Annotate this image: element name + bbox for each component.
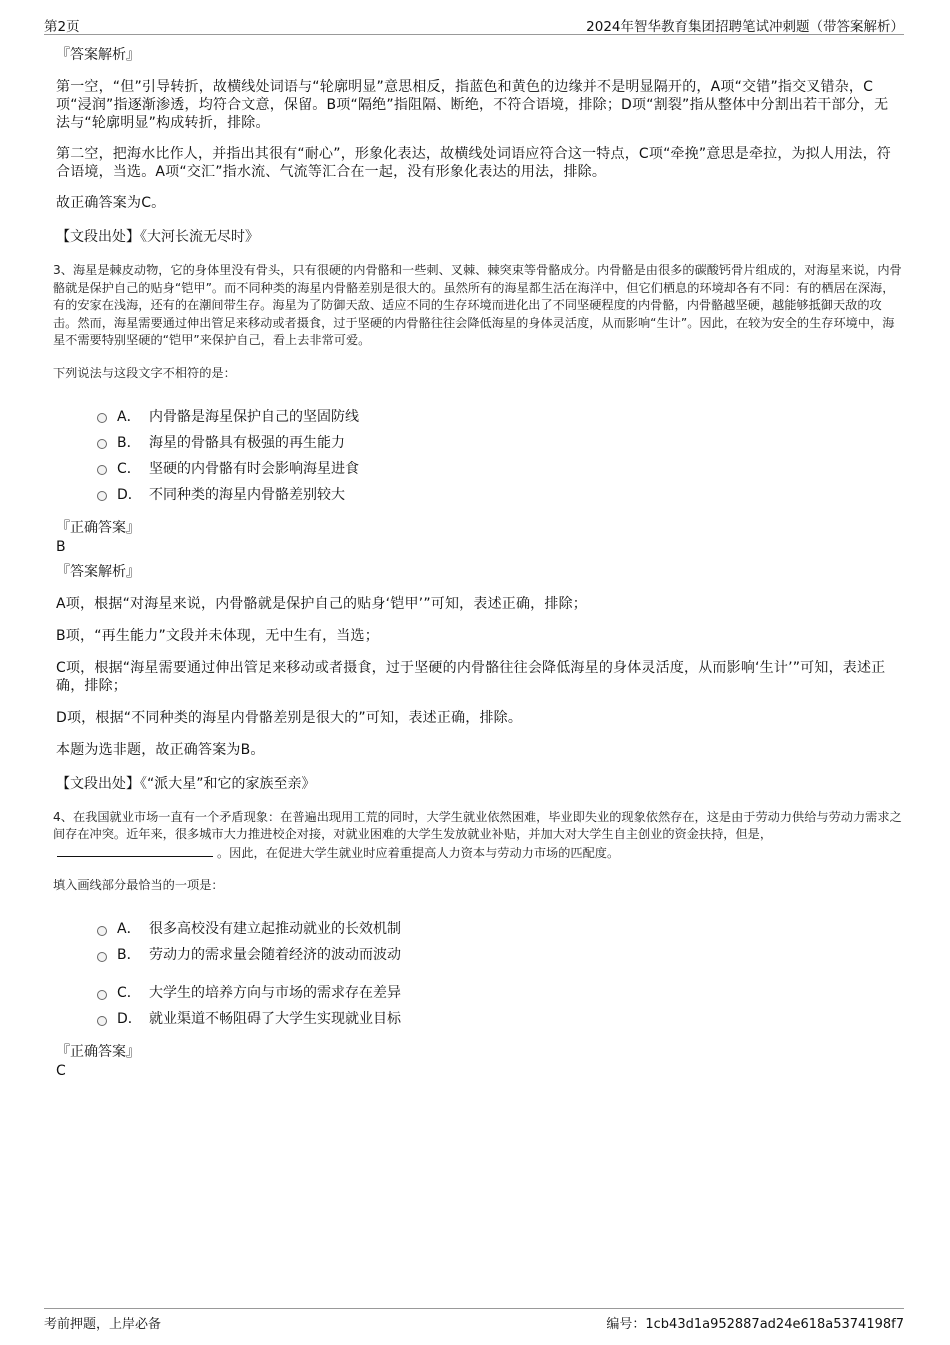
question-prompt: 下列说法与这段文字不相符的是：	[53, 365, 236, 380]
source-citation: 【文段出处】《“派大星”和它的家族至亲》	[56, 775, 316, 792]
analysis-paragraph: 第一空，“但”引导转折，故横线处词语与“轮廓明显”意思相反，指蓝色和黄色的边缘并不是明显隔开的，A项“交错”指交叉错杂，C项“浸润”指逐渐渗透，均符合文意，保留。B项“隔绝”指阻隔、断绝，不符合语境，排除；D项“割裂”指从整体中分割出若干部分，无法与“轮廓明显”构成转折，排除。	[56, 79, 889, 131]
fill-blank-line	[57, 844, 213, 857]
option-d[interactable]	[97, 1005, 902, 1031]
option-b[interactable]	[97, 429, 902, 455]
document-body	[53, 44, 902, 1085]
page-footer	[44, 1308, 904, 1333]
option-d[interactable]	[97, 481, 902, 507]
radio-icon[interactable]	[97, 1016, 107, 1026]
option-text: 不同种类的海星内骨骼差别较大	[149, 486, 345, 503]
option-letter: A．	[117, 921, 141, 937]
correct-answer: C	[56, 1063, 66, 1079]
option-text: 海星的骨骼具有极强的再生能力	[149, 434, 345, 451]
radio-icon[interactable]	[97, 926, 107, 936]
option-letter: C．	[117, 985, 141, 1001]
radio-icon[interactable]	[97, 491, 107, 501]
option-letter: D．	[117, 486, 142, 503]
option-text: 大学生的培养方向与市场的需求存在差异	[149, 985, 401, 1001]
radio-icon[interactable]	[97, 990, 107, 1000]
analysis-paragraph: 故正确答案为C。	[56, 195, 166, 211]
radio-icon[interactable]	[97, 952, 107, 962]
option-letter: A．	[117, 408, 141, 425]
option-letter: B．	[117, 947, 141, 963]
radio-icon[interactable]	[97, 465, 107, 475]
option-c[interactable]	[97, 979, 902, 1005]
question-text	[53, 809, 902, 863]
question-text: 3、海星是棘皮动物，它的身体里没有骨头，只有很硬的内骨骼和一些刺、叉棘、棘突束等骨骼成分。内骨骼是由很多的碳酸钙骨片组成的，对海星来说，内骨骼就是保护自己的贴身“铠甲”。而不同种类的海星内骨骼差别是很大的。虽然所有的海星都生活在海洋中，但它们栖息的环境却各有不同：有的栖居在深海，有的安家在浅海，还有的在潮间带生存。海星为了防御天敌、适应不同的生存环境而进化出了不同坚硬程度的内骨骼，内骨骼越坚硬，越能够抵御天敌的攻击。然而，海星需要通过伸出管足来移动或者摄食，过于坚硬的内骨骼往往会降低海星的身体灵活度，从而影响“生计”。因此，在较为安全的生存环境中，海星不需要特别坚硬的“铠甲”来保护自己，看上去非常可爱。	[53, 263, 902, 347]
option-text: 坚硬的内骨骼有时会影响海星进食	[149, 460, 359, 477]
page-number: 第2页	[44, 19, 80, 35]
option-text: 劳动力的需求量会随着经济的波动而波动	[149, 947, 401, 963]
analysis-paragraph: B项，“再生能力”文段并未体现，无中生有，当选；	[56, 627, 379, 644]
analysis-heading: 『答案解析』	[56, 563, 140, 580]
option-a[interactable]	[97, 915, 902, 941]
option-text: 内骨骼是海星保护自己的坚固防线	[149, 408, 359, 425]
radio-icon[interactable]	[97, 439, 107, 449]
source-citation: 【文段出处】《大河长流无尽时》	[56, 229, 259, 245]
option-letter: B．	[117, 434, 141, 451]
analysis-paragraph: C项，根据“海星需要通过伸出管足来移动或者摄食，过于坚硬的内骨骼往往会降低海星的身体灵活度，从而影响‘生计’”可知，表述正确，排除；	[56, 659, 886, 694]
option-list	[97, 403, 902, 507]
option-text: 很多高校没有建立起推动就业的长效机制	[149, 921, 401, 937]
option-text: 就业渠道不畅阻碍了大学生实现就业目标	[149, 1011, 401, 1027]
document-id: 编号：1cb43d1a952887ad24e618a5374198f7	[606, 1317, 904, 1332]
question-text-after: 。因此，在促进大学生就业时应着重提高人力资本与劳动力市场的匹配度。	[217, 845, 620, 860]
option-a[interactable]	[97, 403, 902, 429]
analysis-paragraph: A项，根据“对海星来说，内骨骼就是保护自己的贴身‘铠甲’”可知，表述正确，排除；	[56, 595, 587, 612]
analysis-heading: 『答案解析』	[56, 47, 140, 63]
analysis-paragraph: D项，根据“不同种类的海星内骨骼差别是很大的”可知，表述正确，排除。	[56, 709, 523, 726]
correct-answer: B	[56, 538, 66, 555]
question-prompt: 填入画线部分最恰当的一项是：	[53, 878, 224, 892]
question-text-before: 4、在我国就业市场一直有一个矛盾现象：在普遍出现用工荒的同时，大学生就业依然困难，毕业即失业的现象依然存在，这是由于劳动力供给与劳动力需求之间存在冲突。近年来，很多城市大力推进校企对接，对就业困难的大学生发放就业补贴，并加大对大学生自主创业的资金扶持，但是，	[53, 809, 902, 841]
footer-slogan: 考前押题，上岸必备	[44, 1317, 162, 1332]
analysis-paragraph: 本题为选非题，故正确答案为B。	[56, 741, 265, 758]
option-c[interactable]	[97, 455, 902, 481]
document-title: 2024年智华教育集团招聘笔试冲刺题（带答案解析）	[586, 19, 904, 35]
option-letter: D．	[117, 1011, 142, 1027]
analysis-paragraph: 第二空，把海水比作人，并指出其很有“耐心”，形象化表达，故横线处词语应符合这一特点，C项“牵挽”意思是牵拉，为拟人用法，符合语境，当选。A项“交汇”指水流、气流等汇合在一起，没有形象化表达的用法，排除。	[56, 146, 891, 180]
page-header	[44, 12, 904, 35]
answer-heading: 『正确答案』	[56, 519, 140, 536]
option-letter: C．	[117, 460, 141, 477]
answer-heading: 『正确答案』	[56, 1044, 140, 1060]
option-list	[97, 915, 902, 1031]
option-b[interactable]	[97, 941, 902, 967]
radio-icon[interactable]	[97, 413, 107, 423]
